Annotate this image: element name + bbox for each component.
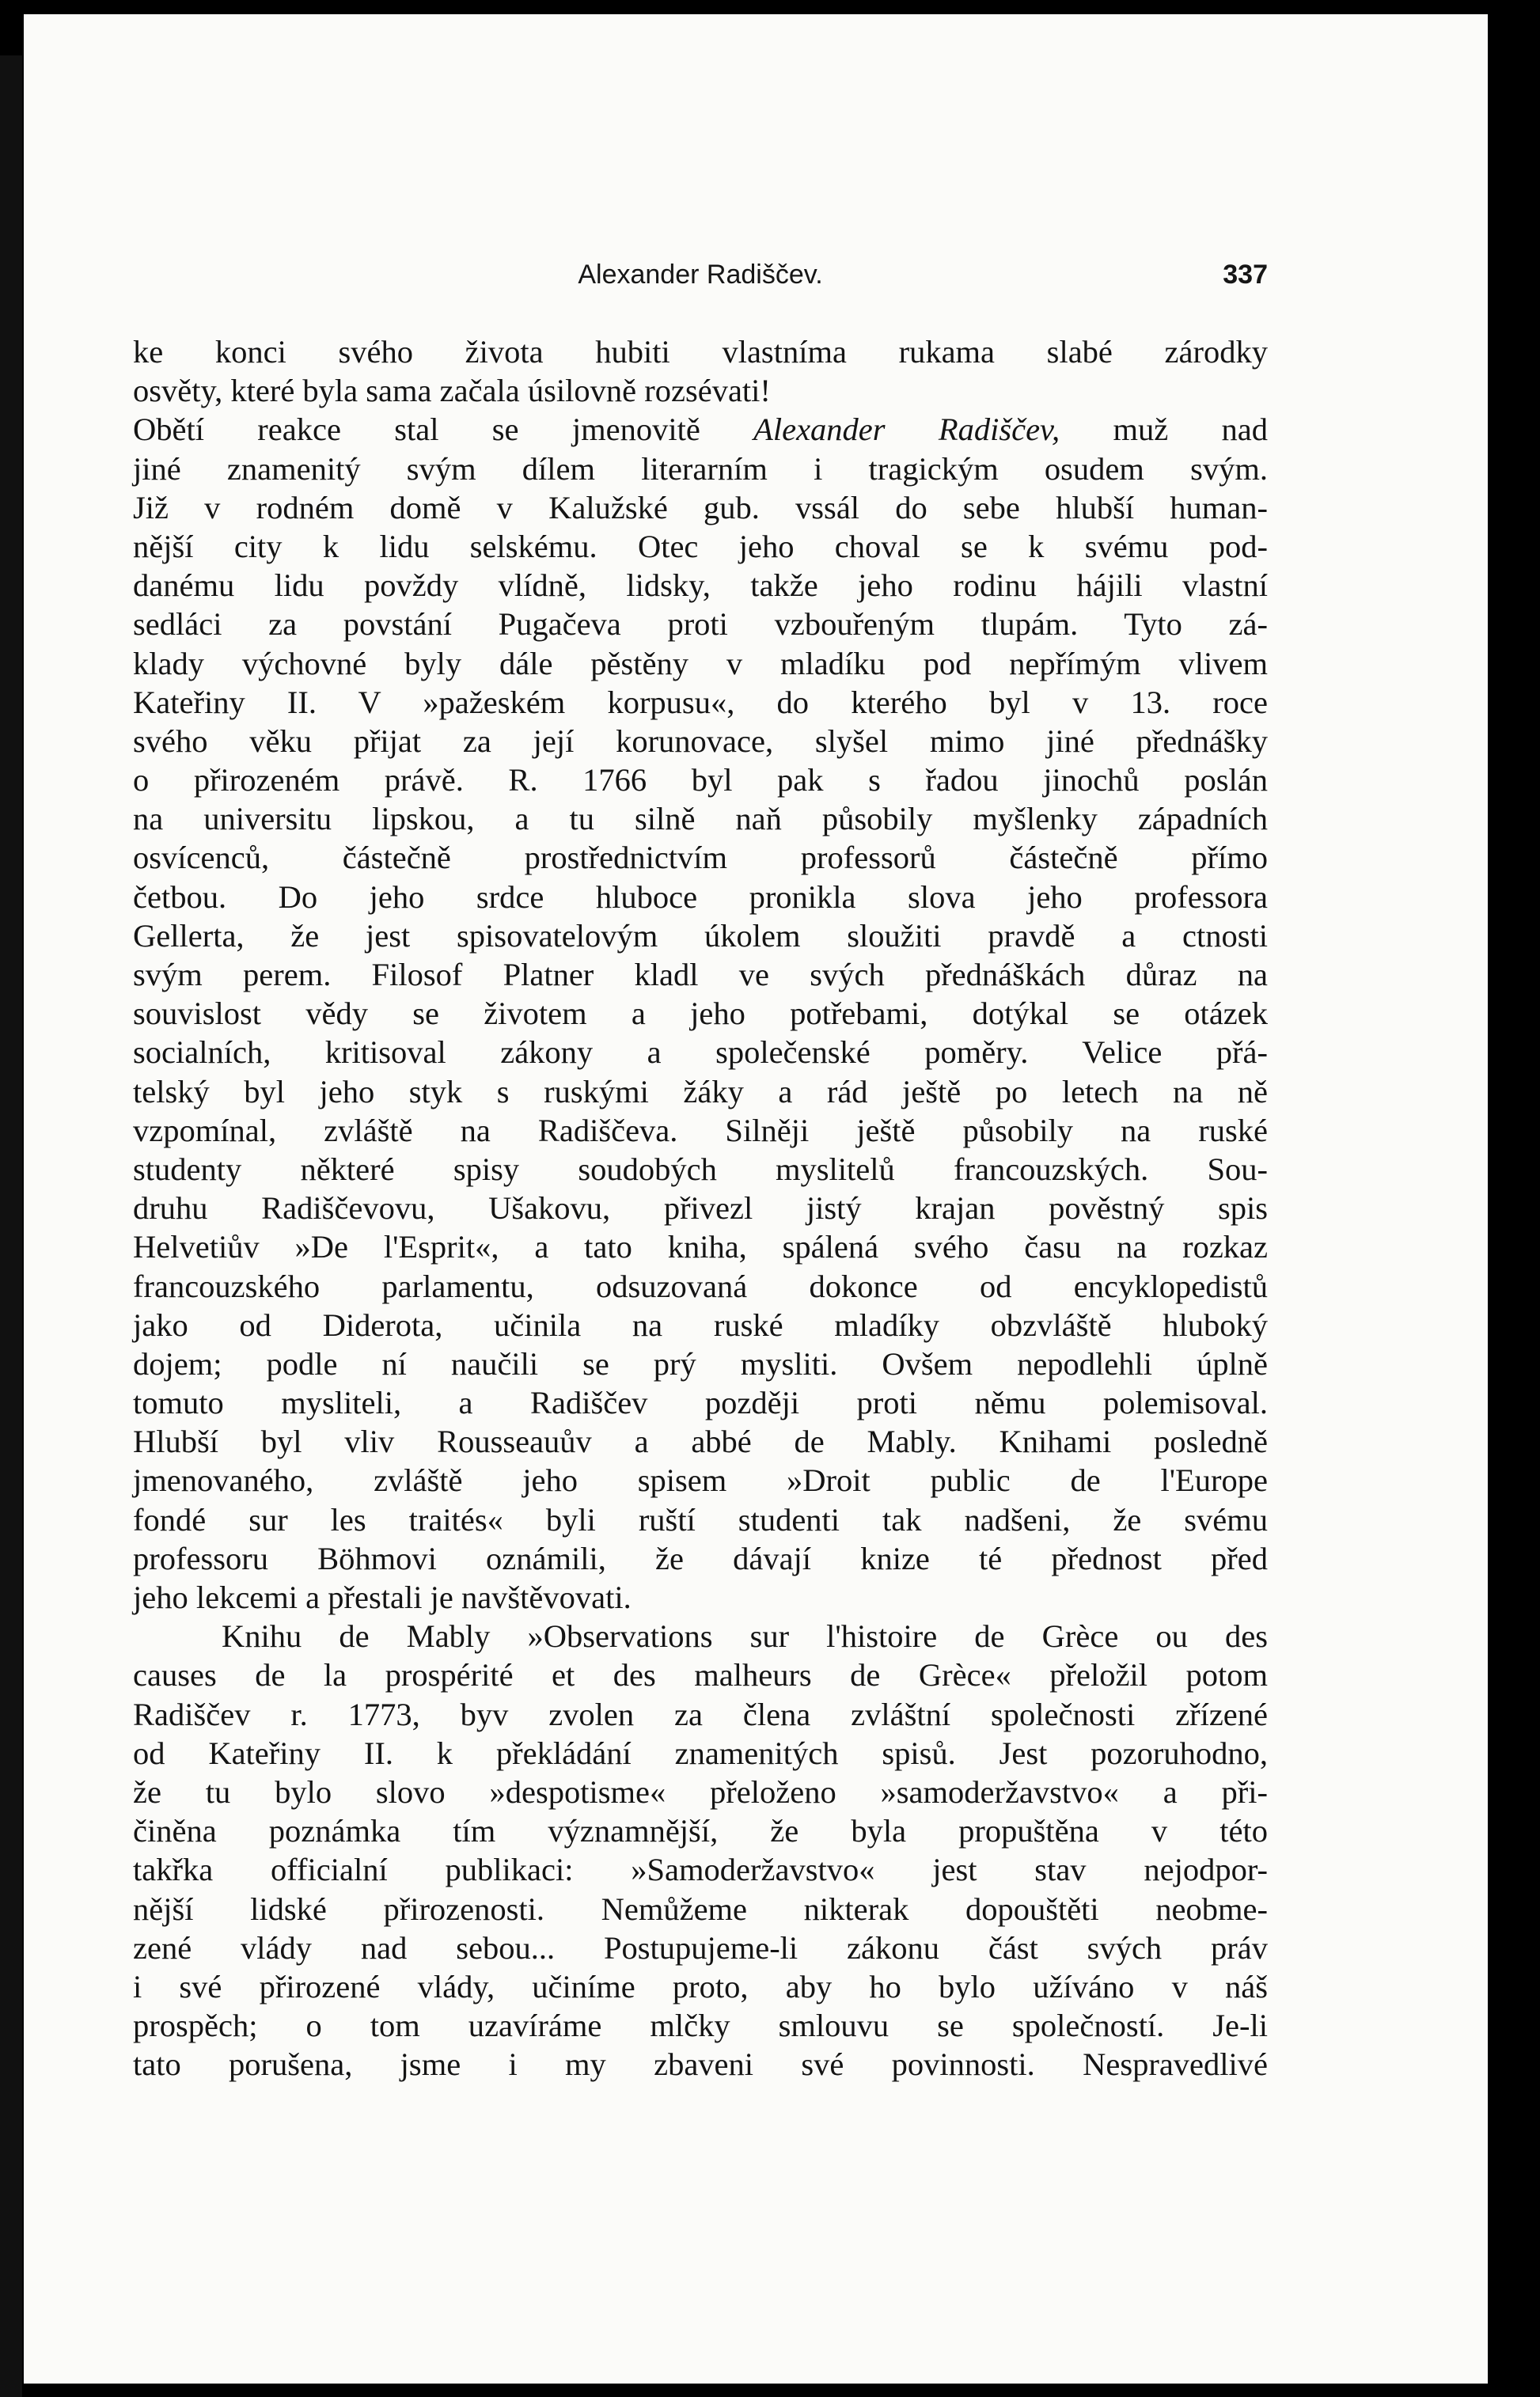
page-number: 337 [1223,260,1268,290]
text-line: jeho lekcemi a přestali je navštěvovati. [133,1580,632,1615]
text-line: professoru Böhmovi oznámili, že dávají knize té přednost před [133,1540,1268,1576]
text-line: francouzského parlamentu, odsuzovaná dokonce od encyklopedistů [133,1268,1268,1304]
text-line: tato porušena, jsme i my zbaveni své povinnosti. Nespravedlivé [133,2046,1268,2083]
text-line: na universitu lipskou, a tu silně naň působily myšlenky západních [133,801,1268,837]
body-text [133,332,1268,2084]
text-line: sedláci za povstání Pugačeva proti vzbouřeným tlupám. Tyto zá- [133,606,1268,643]
text-line: četbou. Do jeho srdce hluboce pronikla slova jeho professora [133,878,1268,915]
text-line: souvislost vědy se životem a jeho potřebami, dotýkal se otázek [133,996,1268,1032]
text-line: osvěty, které byla sama začala úsilovně rozsévati! [133,373,771,409]
text-line: studenty některé spisy soudobých myslitelů francouzských. Sou- [133,1151,1268,1187]
text-line: zené vlády nad sebou... Postupujeme-li zákonu část svých práv [133,1929,1268,1966]
text-line: osvícenců, částečně prostřednictvím professorů částečně přímo [133,840,1268,876]
text-line: tomuto mysliteli, a Radiščev později proti němu polemisoval. [133,1385,1268,1421]
text-line: i své přirozené vlády, učiníme proto, aby ho bylo užíváno v náš [133,1968,1268,2004]
text-line: nější lidské přirozenosti. Nemůžeme nikterak dopouštěti neobme- [133,1891,1268,1927]
text-line: od Kateřiny II. k překládání znamenitých spisů. Jest pozoruhodno, [133,1735,1268,1771]
text-line: dojem; podle ní naučili se prý mysliti. Ovšem nepodlehli úplně [133,1345,1268,1382]
running-title: Alexander Radiščev. [578,260,823,290]
text-line: Gellerta, že jest spisovatelovým úkolem sloužiti pravdě a ctnosti [133,917,1268,954]
text-line: Knihu de Mably »Observations sur l'histoire de Grèce ou des [222,1618,1268,1655]
text-line: causes de la prospérité et des malheurs de Grèce« přeložil potom [133,1657,1268,1693]
text-line: druhu Radiščevovu, Ušakovu, přivezl jistý krajan pověstný spis [133,1190,1268,1227]
page-header [133,260,1268,291]
text-line: činěna poznámka tím významnější, že byla propuštěna v této [133,1813,1268,1849]
scan-edge [0,55,22,2397]
text-line: nější city k lidu selskému. Otec jeho choval se k svému pod- [133,528,1268,564]
text-line: Radiščev r. 1773, byv zvolen za člena zvláštní společnosti zřízené [133,1696,1268,1732]
text-line: fondé sur les traités« byli ruští studenti tak nadšeni, že svému [133,1501,1268,1538]
text-line: že tu bylo slovo »despotisme« přeloženo »samoderžavstvo« a při- [133,1773,1268,1810]
text-line: Hlubší byl vliv Rousseauův a abbé de Mably. Knihami posledně [133,1424,1268,1460]
text-line: ke konci svého života hubiti vlastníma rukama slabé zárodky [133,334,1268,370]
text-line: socialních, kritisoval zákony a společenské poměry. Velice přá- [133,1034,1268,1071]
text-line: svým perem. Filosof Platner kladl ve svých přednáškách důraz na [133,957,1268,992]
text-line: jmenovaného, zvláště jeho spisem »Droit public de l'Europe [133,1462,1268,1499]
text-line: Kateřiny II. V »pažeském korpusu«, do kterého byl v 13. roce [133,684,1268,720]
text-line: Helvetiův »De l'Esprit«, a tato kniha, spálená svého času na rozkaz [133,1229,1268,1265]
text-line: takřka officialní publikaci: »Samoderžavstvo« jest stav nejodpor- [133,1852,1268,1888]
text-line: o přirozeném právě. R. 1766 byl pak s řadou jinochů poslán [133,762,1268,798]
text-line: jako od Diderota, učinila na ruské mladíky obzvláště hluboký [133,1307,1268,1343]
text-line: Obětí reakce stal se jmenovitě Alexander Radiščev, muž nad [133,412,1268,448]
text-line: jiné znamenitý svým dílem literarním i tragickým osudem svým. [133,450,1268,487]
text-line: danému lidu povždy vlídně, lidsky, takže jeho rodinu hájili vlastní [133,567,1268,604]
text-line: svého věku přijat za její korunovace, slyšel mimo jiné přednášky [133,723,1268,759]
text-line: prospěch; o tom uzavíráme mlčky smlouvu se společností. Je-li [133,2008,1268,2044]
text-line: telský byl jeho styk s ruskými žáky a rád ještě po letech na ně [133,1073,1268,1109]
text-line: klady výchovné byly dále pěstěny v mladíku pod nepřímým vlivem [133,645,1268,681]
text-line: Již v rodném domě v Kalužské gub. vssál do sebe hlubší human- [133,489,1268,525]
text-line: vzpomínal, zvláště na Radiščeva. Silněji ještě působily na ruské [133,1112,1268,1148]
